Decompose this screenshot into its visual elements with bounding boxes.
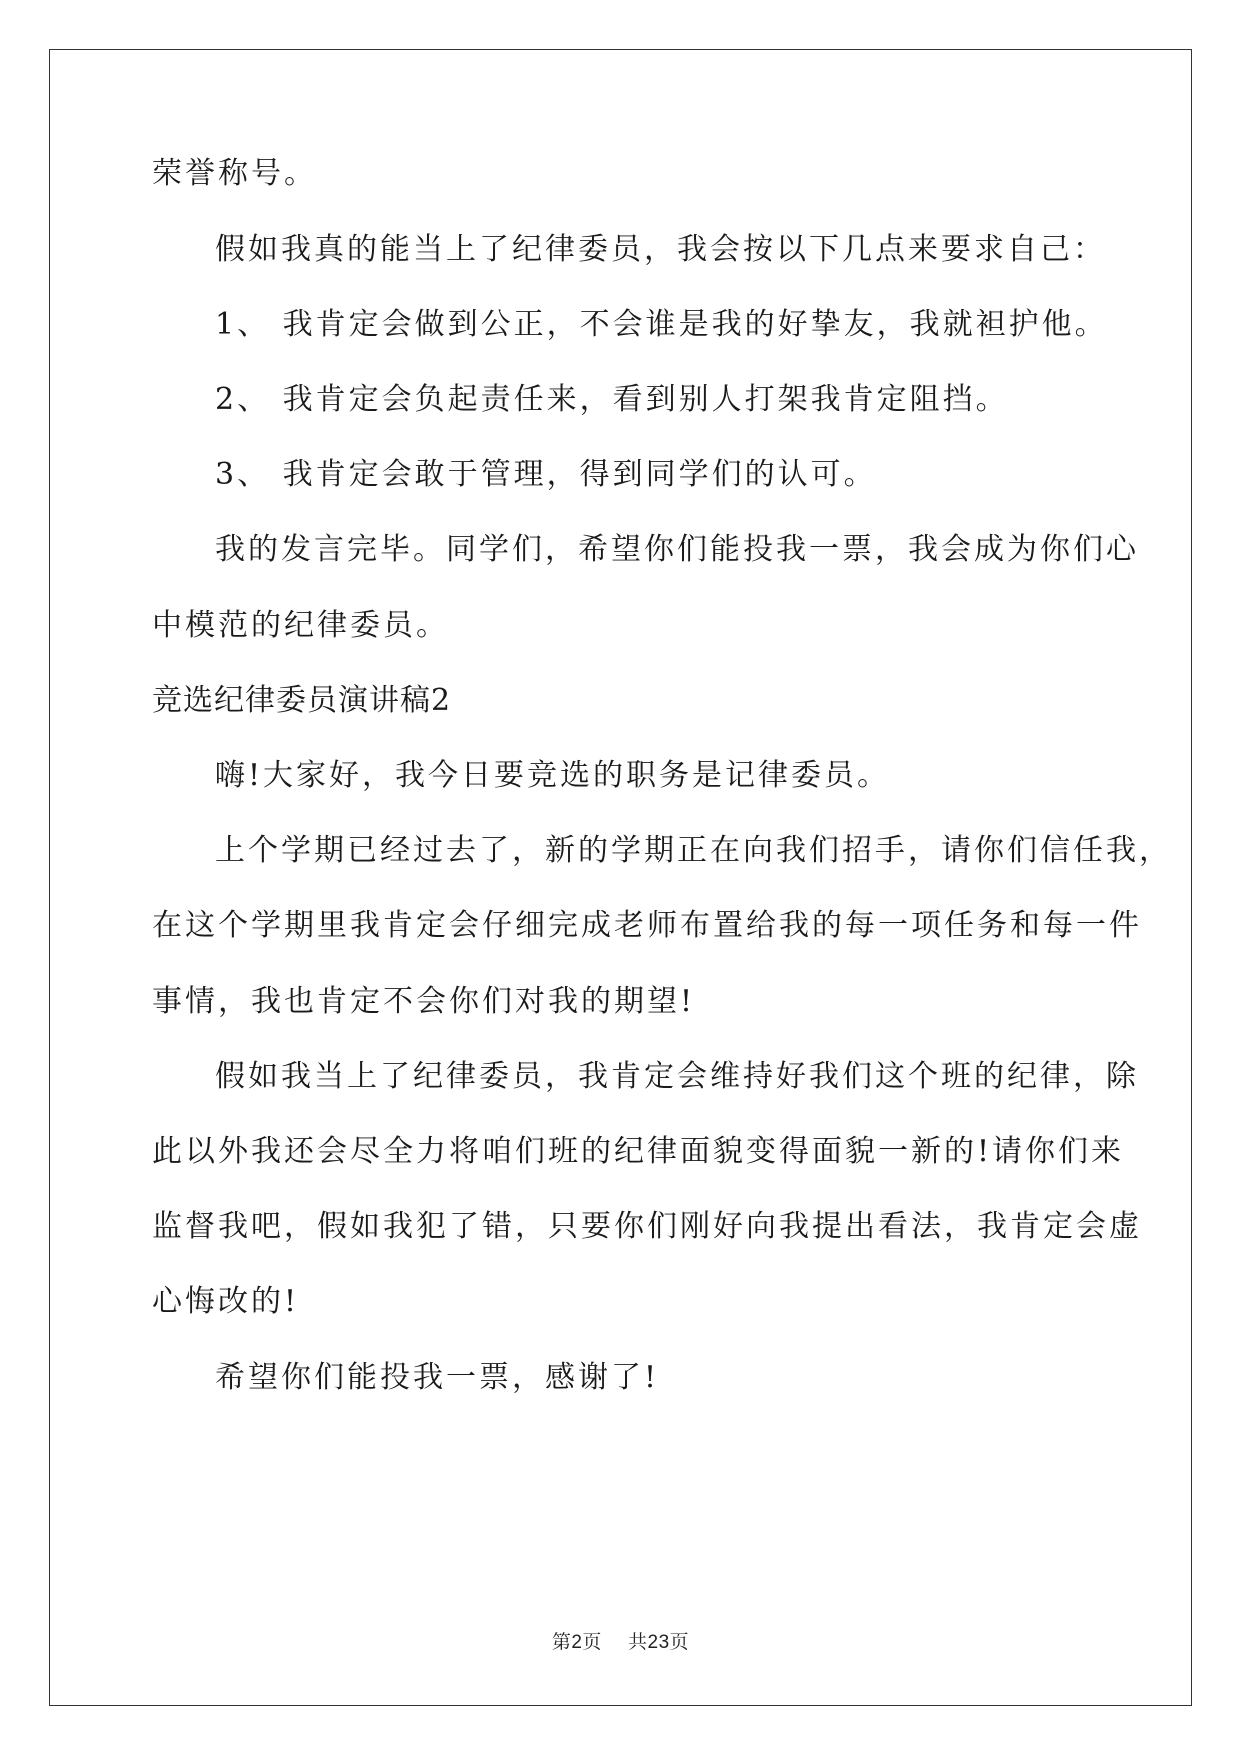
page-number-prefix: 第 [551, 1631, 572, 1653]
paragraph-line: 我的发言完毕。同学们，希望你们能投我一票，我会成为你们心 [215, 532, 1139, 567]
list-item: 2、 我肯定会负起责任来，看到别人打架我肯定阻挡。 [215, 382, 1009, 417]
text-line: 心悔改的! [152, 1284, 300, 1319]
total-pages: 23 [647, 1632, 670, 1653]
page-number-suffix: 页 [582, 1631, 602, 1653]
list-item: 3、 我肯定会敢于管理，得到同学们的认可。 [215, 457, 877, 492]
list-item: 1、 我肯定会做到公正，不会谁是我的好挚友，我就袒护他。 [215, 307, 1108, 342]
paragraph-line: 假如我真的能当上了纪律委员，我会按以下几点来要求自己： [215, 232, 1106, 267]
text-line: 中模范的纪律委员。 [152, 608, 449, 643]
text-line: 此以外我还会尽全力将咱们班的纪律面貌变得面貌一新的!请你们来 [152, 1134, 1125, 1169]
section-heading: 竞选纪律委员演讲稿2 [152, 683, 452, 718]
text-line: 荣誉称号。 [152, 156, 317, 191]
paragraph-line: 假如我当上了纪律委员，我肯定会维持好我们这个班的纪律，除 [215, 1059, 1139, 1094]
paragraph-line: 上个学期已经过去了，新的学期正在向我们招手，请你们信任我， [215, 833, 1172, 868]
page-number: 2 [571, 1632, 583, 1653]
page-border [49, 49, 1192, 1706]
paragraph-line: 嗨!大家好，我今日要竞选的职务是记律委员。 [215, 758, 891, 793]
text-line: 监督我吧，假如我犯了错，只要你们刚好向我提出看法，我肯定会虚 [152, 1209, 1142, 1244]
paragraph-line: 希望你们能投我一票，感谢了! [215, 1360, 660, 1395]
text-line: 在这个学期里我肯定会仔细完成老师布置给我的每一项任务和每一件 [152, 908, 1142, 943]
total-pages-suffix: 页 [669, 1631, 690, 1653]
total-pages-prefix: 共 [627, 1631, 648, 1653]
page-footer [0, 1630, 1241, 1655]
text-line: 事情，我也肯定不会你们对我的期望! [152, 984, 696, 1019]
